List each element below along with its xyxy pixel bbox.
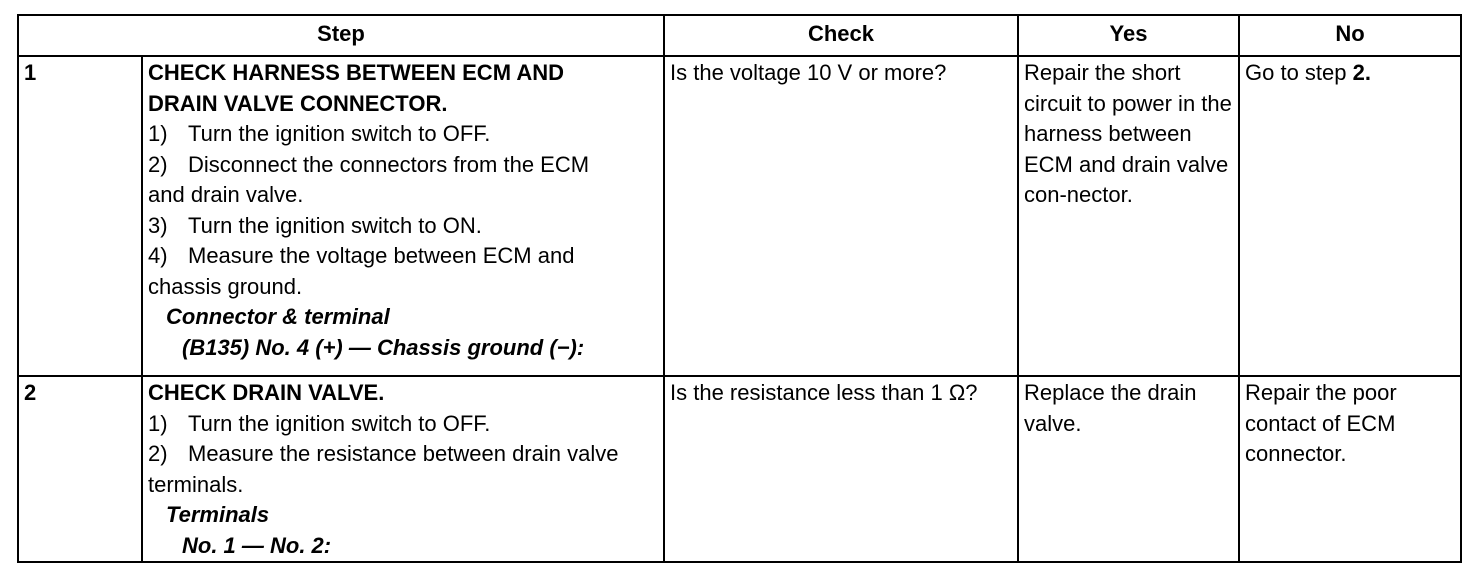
diagnostic-table (17, 14, 1462, 563)
yes-cell: Replace the drain valve. (1018, 376, 1239, 562)
substep: 2) Disconnect the connectors from the ECM (148, 151, 590, 177)
yes-cell: Repair the short circuit to power in the harness between ECM and drain valve con-nector. (1018, 56, 1239, 376)
spec-label: Terminals (166, 502, 270, 527)
spec-label: Connector & terminal (166, 304, 390, 329)
step-number: 1 (18, 56, 142, 376)
table-row (18, 56, 1461, 376)
substep: 4) Measure the voltage between ECM and (148, 243, 575, 268)
spec-value: No. 1 — No. 2: (182, 532, 332, 558)
substep-continuation: chassis ground. (148, 273, 303, 299)
no-cell: Repair the poor contact of ECM connector. (1239, 376, 1461, 562)
substep-continuation: terminals. (148, 471, 244, 497)
header-step: Step (18, 15, 664, 56)
step-title: CHECK HARNESS BETWEEN ECM AND DRAIN VALVE CONNECTOR. (148, 60, 564, 116)
substep-continuation: and drain valve. (148, 182, 304, 207)
no-cell: Go to step 2. (1239, 56, 1461, 376)
step-link: 2. (1352, 60, 1371, 85)
substep: 1) Turn the ignition switch to OFF. (148, 410, 491, 436)
step-number: 2 (18, 376, 142, 562)
header-check: Check (664, 15, 1018, 56)
table-row (18, 376, 1461, 562)
check-cell: Is the resistance less than 1 Ω? (664, 376, 1018, 562)
spec-value: (B135) No. 4 (+) — Chassis ground (−): (182, 334, 585, 360)
substep: 3) Turn the ignition switch to ON. (148, 212, 482, 238)
substep: 1) Turn the ignition switch to OFF. (148, 121, 491, 146)
step-title: CHECK DRAIN VALVE. (148, 380, 385, 405)
step-content (142, 376, 664, 562)
substep: 2) Measure the resistance between drain valve (148, 441, 619, 466)
header-row (18, 15, 1461, 56)
header-yes: Yes (1018, 15, 1239, 56)
step-content (142, 56, 664, 376)
header-no: No (1239, 15, 1461, 56)
check-cell: Is the voltage 10 V or more? (664, 56, 1018, 376)
